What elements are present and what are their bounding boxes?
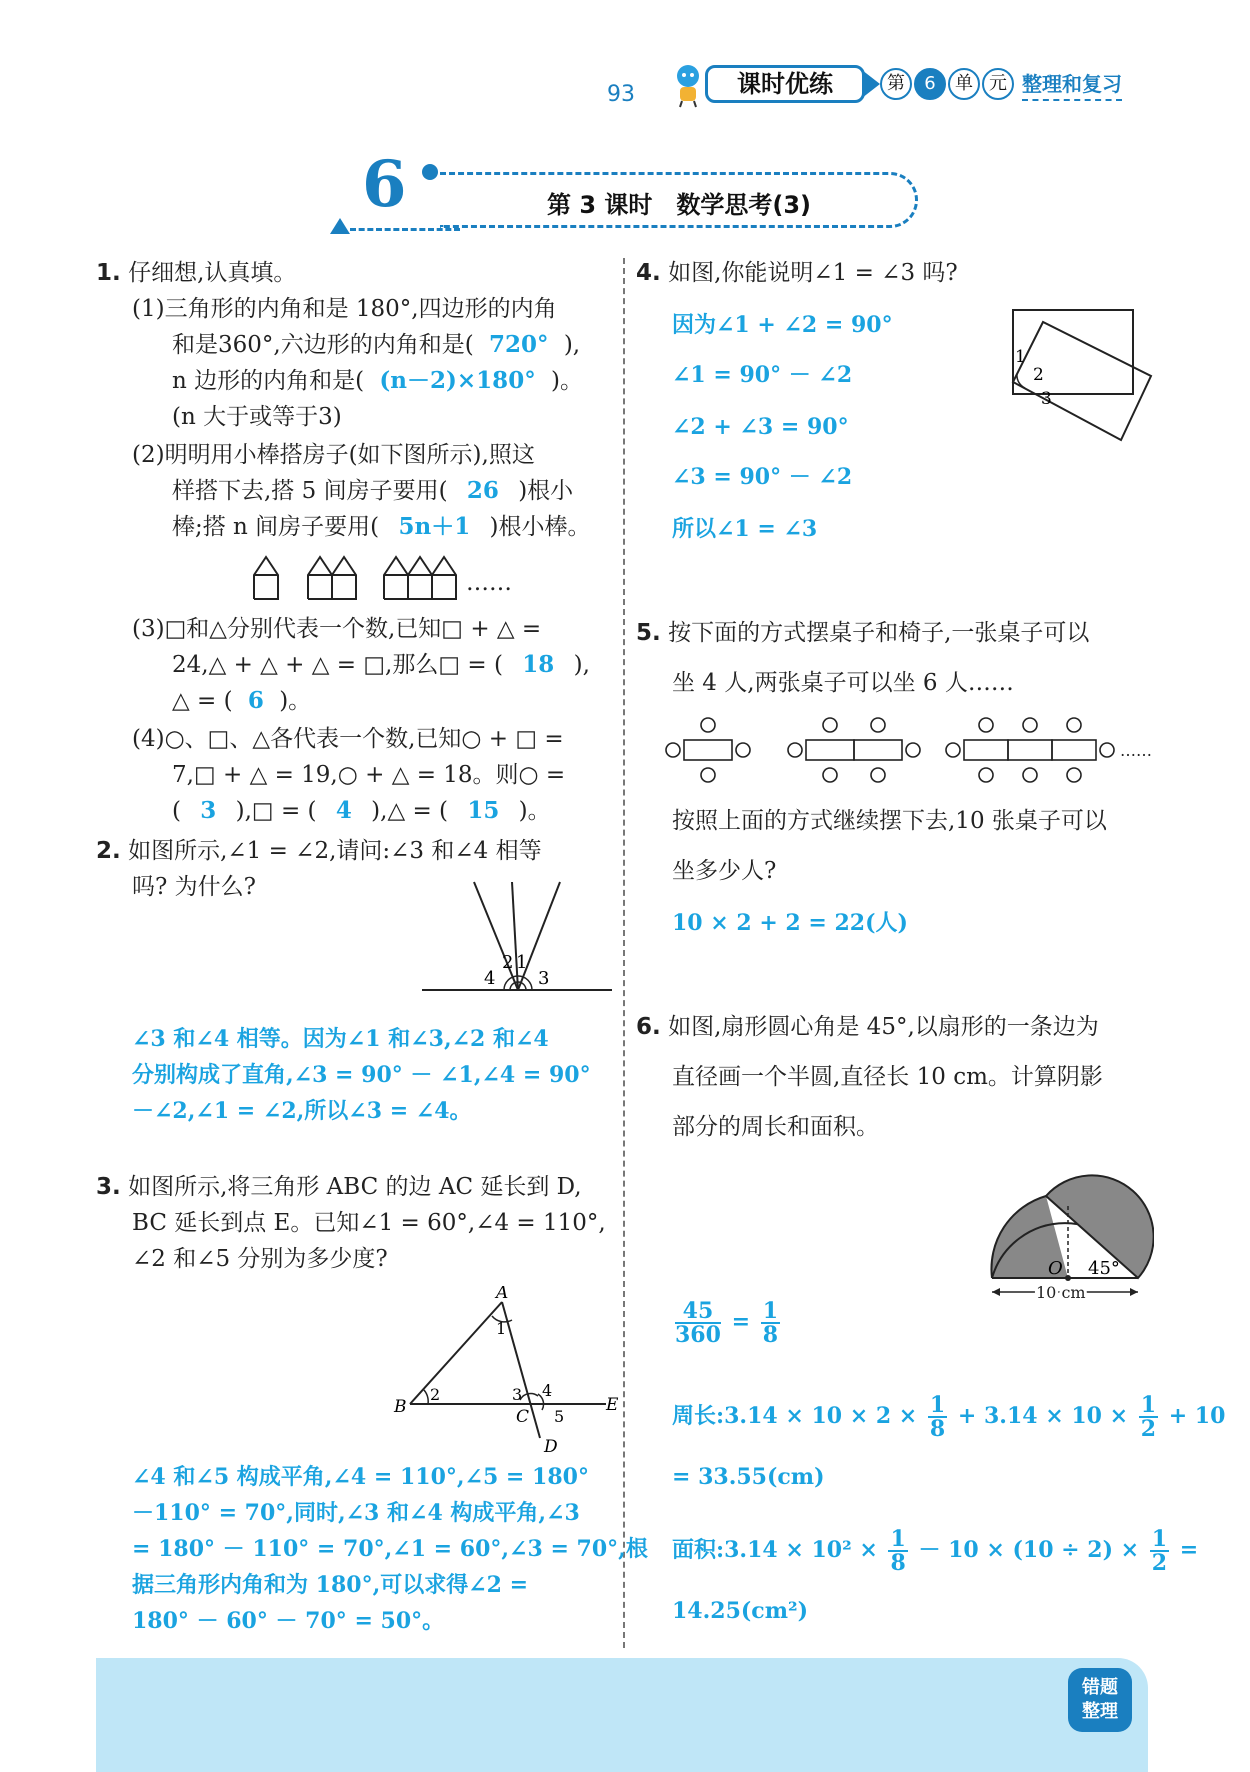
q2-label-3: 3 (538, 968, 550, 989)
q3-answer-line5: 180° － 60° － 70° = 50°。 (132, 1608, 445, 1634)
q3-angle-4: 4 (542, 1381, 553, 1400)
q6-ratio-den: 360 (675, 1322, 721, 1348)
q3-angle-2: 2 (430, 1385, 441, 1404)
q2-answer-line3: －∠2,∠1 = ∠2,所以∠3 = ∠4。 (132, 1098, 472, 1124)
q1-p4-mid2: ),△ = ( (371, 798, 448, 824)
q1-answer-5n1: 5n＋1 (398, 513, 471, 540)
q4-text1: 如图,你能说明∠1 = ∠3 吗? (668, 260, 958, 286)
q1-p3-line2-end: ), (573, 652, 590, 678)
q6-perim-a: 周长:3.14 × 10 × 2 × (672, 1403, 918, 1429)
triangle-icon (330, 218, 350, 238)
q3-angle-1: 1 (496, 1319, 507, 1338)
q6-perim-f2-den: 2 (1140, 1416, 1157, 1442)
q6-ratio-frac1 (675, 1300, 721, 1346)
error-notes-badge (1068, 1668, 1132, 1732)
q1-p2-line2-end: )根小 (518, 478, 574, 504)
q3-label-D: D (544, 1437, 558, 1456)
unit-suffix: 元 (982, 68, 1014, 100)
badge-line1: 错题 (1082, 1677, 1118, 1698)
q4-label-3: 3 (1041, 389, 1052, 409)
q4-label-1: 1 (1015, 347, 1026, 367)
q4-line1 (636, 258, 958, 288)
q3-number: 3. (96, 1174, 121, 1200)
column-divider (623, 258, 625, 1648)
section-title: 整理和复习 (1022, 68, 1122, 101)
q6-area-f-num: 1 (890, 1526, 906, 1552)
brand-arrow-icon (862, 70, 880, 102)
houses-figure (250, 553, 460, 605)
q6-perim-f-num: 1 (929, 1392, 946, 1418)
q4-rectangles-figure (1005, 304, 1155, 458)
q1-p2-line3-end: )根小棒。 (489, 514, 591, 540)
q3-label-C: C (516, 1407, 530, 1427)
q2-line2: 吗? 为什么? (132, 874, 256, 900)
q1-p3-line2 (172, 650, 590, 680)
unit-number: 6 (914, 68, 946, 100)
q6-perim-b: + 3.14 × 10 × (957, 1403, 1129, 1429)
title-underline (350, 228, 460, 231)
q4-answer-3: ∠2 + ∠3 = 90° (672, 414, 849, 440)
q6-label-angle: 45° (1088, 1258, 1120, 1279)
q3-text1: 如图所示,将三角形 ABC 的边 AC 延长到 D, (128, 1174, 582, 1200)
q1-p2-line2 (172, 476, 573, 506)
q6-area-b: － 10 × (10 ÷ 2) × (918, 1537, 1140, 1563)
q6-ratio (672, 1300, 783, 1346)
page-number: 93 (607, 82, 635, 107)
brand-logo: 课时优练 (705, 65, 865, 103)
q1-answer-18: 18 (522, 651, 555, 678)
q5-line4: 坐多少人? (672, 858, 777, 884)
q1-p4-open: ( (172, 798, 181, 824)
q3-answer-line3: = 180° － 110° = 70°,∠1 = 60°,∠3 = 70°,根 (132, 1536, 648, 1562)
q3-answer-line1: ∠4 和∠5 构成平角,∠4 = 110°,∠5 = 180° (132, 1464, 589, 1490)
q4-answer-5: 所以∠1 = ∠3 (672, 516, 818, 542)
q1-answer-6: 6 (247, 687, 264, 714)
q6-line1 (636, 1012, 1099, 1042)
q5-line3: 按照上面的方式继续摆下去,10 张桌子可以 (672, 808, 1107, 834)
q6-area-frac2 (1150, 1528, 1169, 1574)
q6-perim-c: + 10 (1168, 1403, 1226, 1429)
q5-tables-figure (664, 716, 1124, 788)
q6-ratio2-num: 1 (762, 1298, 779, 1324)
unit-mid: 单 (948, 68, 980, 100)
q6-ratio2-den: 8 (762, 1322, 779, 1348)
q5-line1 (636, 618, 1089, 648)
q6-area-f-den: 8 (890, 1550, 906, 1576)
q1-p1-line3 (172, 366, 583, 396)
q3-answer-line4: 据三角形内角和为 180°,可以求得∠2 = (132, 1572, 529, 1598)
q1-p1-line2 (172, 330, 580, 360)
q3-line2: BC 延长到点 E。已知∠1 = 60°,∠4 = 110°, (132, 1210, 606, 1236)
q2-line1 (96, 836, 542, 866)
q1-p3-line3 (172, 686, 311, 716)
q1-number: 1. (96, 260, 121, 286)
q6-line2: 直径画一个半圆,直径长 10 cm。计算阴影 (672, 1064, 1103, 1090)
q1-p1-line4: (n 大于或等于3) (172, 404, 342, 430)
q1-p4-mid1: ),□ = ( (235, 798, 317, 824)
q1-answer-26: 26 (466, 477, 499, 504)
q6-area-result: 14.25(cm²) (672, 1598, 809, 1624)
q6-area-f2-num: 1 (1151, 1526, 1168, 1552)
q6-perim-f2-num: 1 (1140, 1392, 1157, 1418)
q6-text1: 如图,扇形圆心角是 45°,以扇形的一条边为 (668, 1014, 1099, 1040)
q2-number: 2. (96, 838, 121, 864)
q3-angle-3: 3 (512, 1385, 523, 1404)
q3-label-A: A (496, 1286, 509, 1303)
q1-p2-line1: (2)明明用小棒搭房子(如下图所示),照这 (132, 442, 535, 468)
q4-number: 4. (636, 260, 661, 286)
q3-answer-line2: －110° = 70°,同时,∠3 和∠4 构成平角,∠3 (132, 1500, 580, 1526)
q5-line2: 坐 4 人,两张桌子可以坐 6 人…… (672, 670, 1014, 696)
q1-p4-line2: 7,□ + △ = 19,○ + △ = 18。则○ = (172, 762, 566, 788)
q6-label-O: O (1048, 1258, 1063, 1279)
q5-ellipsis: …… (1120, 741, 1152, 760)
q1-p1-line3-end: )。 (551, 368, 583, 394)
q6-ratio-num: 45 (675, 1300, 721, 1324)
q1-intro: 仔细想,认真填。 (128, 260, 297, 286)
q1-p1-line2-text: 和是360°,六边形的内角和是( (172, 332, 474, 358)
q6-perim-f-den: 8 (929, 1416, 946, 1442)
lesson-title: 第 3 课时 数学思考(3) (546, 191, 812, 219)
q1-answer-720: 720° (489, 331, 549, 358)
unit-big-number: 6 (362, 147, 407, 222)
q3-label-E: E (606, 1395, 619, 1415)
q2-label-1: 1 (516, 952, 528, 973)
q4-label-2: 2 (1033, 365, 1044, 385)
q6-perimeter-result: = 33.55(cm) (672, 1464, 825, 1490)
q6-number: 6. (636, 1014, 661, 1040)
q1-p3-line2-text: 24,△ + △ + △ = □,那么□ = ( (172, 652, 503, 678)
q1-p4-line3 (172, 796, 551, 826)
mascot-icon (668, 62, 708, 108)
q6-perim-frac1 (928, 1394, 947, 1440)
q1-p3-line3-text: △ = ( (172, 688, 233, 714)
q6-sector-figure (984, 1160, 1154, 1304)
q6-area-c: = (1179, 1537, 1199, 1563)
title-dot-icon (422, 164, 438, 180)
q1-answer-n-gon: (n－2)×180° (379, 367, 536, 394)
q1-heading (96, 258, 296, 288)
q1-p1-line2-end: ), (563, 332, 581, 358)
q2-text1: 如图所示,∠1 = ∠2,请问:∠3 和∠4 相等 (128, 838, 542, 864)
q1-p3-line3-end: )。 (279, 688, 312, 714)
q3-line1 (96, 1172, 582, 1202)
q2-label-2: 2 (502, 952, 514, 973)
q6-area-frac1 (888, 1528, 907, 1574)
q5-number: 5. (636, 620, 661, 646)
q3-angle-5: 5 (554, 1407, 565, 1426)
q2-answer-line1: ∠3 和∠4 相等。因为∠1 和∠3,∠2 和∠4 (132, 1026, 549, 1052)
q6-area (672, 1528, 1198, 1574)
q1-p1-line1: (1)三角形的内角和是 180°,四边形的内角 (132, 296, 557, 322)
q1-p2-line3 (172, 512, 591, 542)
q1-p2-line2-text: 样搭下去,搭 5 间房子要用( (172, 478, 448, 504)
q3-label-B: B (394, 1397, 407, 1417)
q2-angle-figure (420, 880, 620, 1004)
q4-answer-1: 因为∠1 + ∠2 = 90° (672, 312, 893, 338)
unit-prefix: 第 (880, 68, 912, 100)
q1-p4-end: )。 (518, 798, 551, 824)
q5-text1: 按下面的方式摆桌子和椅子,一张桌子可以 (668, 620, 1090, 646)
q1-answer-triangle: 15 (467, 797, 500, 824)
q1-answer-square: 4 (335, 797, 352, 824)
q6-label-width: 10 cm (1036, 1283, 1086, 1300)
q4-answer-2: ∠1 = 90° － ∠2 (672, 362, 853, 388)
q1-p1-line3-text: n 边形的内角和是( (172, 368, 365, 394)
q3-triangle-figure (380, 1286, 620, 1460)
houses-ellipsis: …… (466, 570, 512, 596)
q1-p3-line1: (3)□和△分别代表一个数,已知□ + △ = (132, 616, 542, 642)
footer-notes-area (96, 1658, 1148, 1772)
q1-answer-circle: 3 (200, 797, 217, 824)
q6-area-a: 面积:3.14 × 10² × (672, 1537, 878, 1563)
q5-answer: 10 × 2 + 2 = 22(人) (672, 910, 908, 936)
badge-line2: 整理 (1082, 1701, 1118, 1722)
q1-p2-line3-text: 棒;搭 n 间房子要用( (172, 514, 380, 540)
q3-line3: ∠2 和∠5 分别为多少度? (132, 1246, 388, 1272)
q6-line3: 部分的周长和面积。 (672, 1114, 879, 1140)
q2-answer-line2: 分别构成了直角,∠3 = 90° － ∠1,∠4 = 90° (132, 1062, 591, 1088)
q1-p4-line1: (4)○、□、△各代表一个数,已知○ + □ = (132, 726, 564, 752)
q6-ratio-eq: = (731, 1309, 751, 1335)
q6-perimeter (672, 1394, 1225, 1440)
q6-ratio-frac2 (761, 1300, 780, 1346)
q2-label-4: 4 (484, 968, 496, 989)
q6-perim-frac2 (1139, 1394, 1158, 1440)
q4-answer-4: ∠3 = 90° － ∠2 (672, 464, 853, 490)
q6-area-f2-den: 2 (1151, 1550, 1168, 1576)
